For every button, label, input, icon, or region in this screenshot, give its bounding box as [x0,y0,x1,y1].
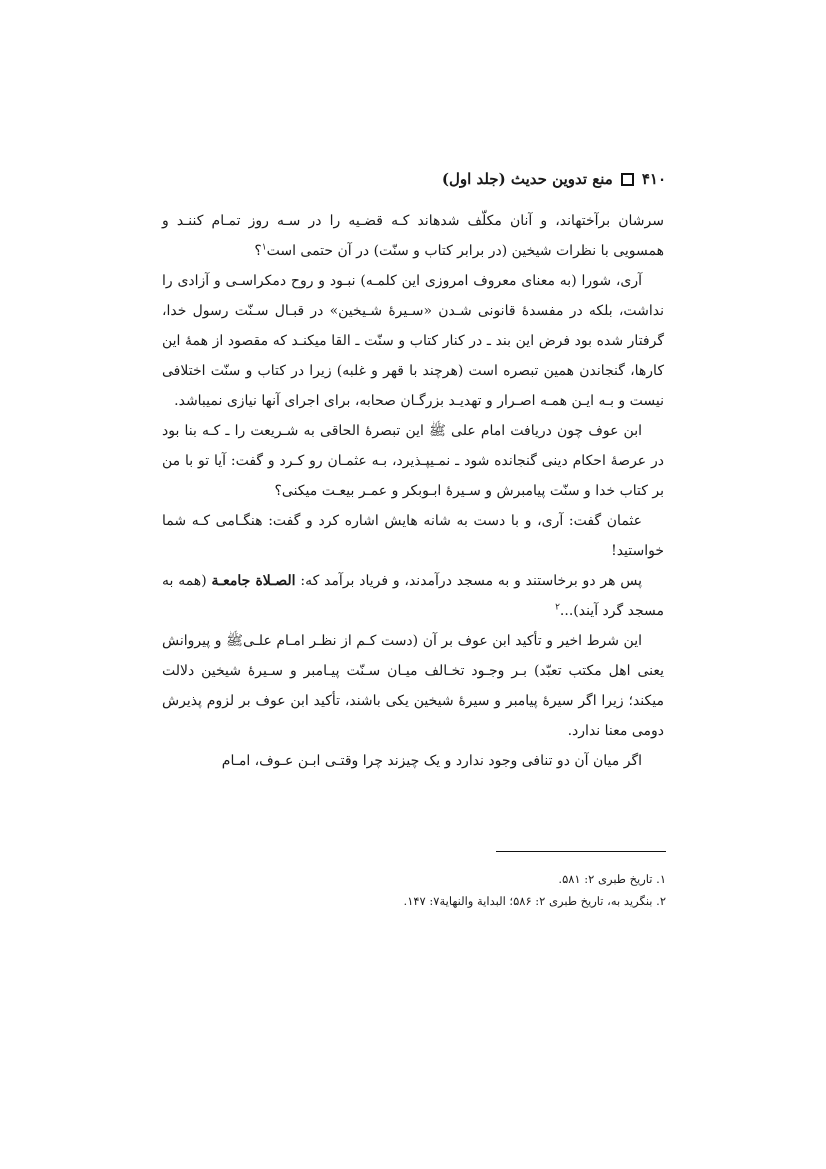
paragraph-5-text-a: پس هر دو برخاستند و به مسجد درآمدند، و فریاد برآمد که: [300,573,643,589]
body-text [162,206,664,776]
paragraph-3: ابن عوف چون دریافت امام علی ﷺ این تبصرهٔ الحاقی به شـریعت را ـ کـه بنا بود در عرصهٔ احکام دینی گنجانده شود ـ نمـیپـذیرد، بـه عثمـان رو کـرد و گفت: آیا تو با من بر کتاب خدا و سنّت پیامبرش و سـیرهٔ ابـوبکر و عمـر بیعـت میکنی؟ [162,423,664,499]
page-header [442,170,666,188]
paragraph-1 [162,206,664,266]
paragraph-7: اگر میان آن دو تنافی وجود ندارد و یک چیزند چرا وقتـی ابـن عـوف، امـام [221,753,642,769]
paragraph-5 [162,566,664,626]
page-number: ۴۱۰ [641,170,666,188]
paragraph-1-text: سرشان برآختهاند، و آنان مکلّف شدهاند کـه قضـیه را در سـه روز تمـام کننـد و همسویی با نظرات شیخین (در برابر کتاب و سنّت) در آن حتمی است [162,213,664,259]
footnotes [164,868,666,912]
footnote-2: ۲. بنگرید به، تاریخ طبری ۲: ۵۸۶؛ البدایة والنهایة۷: ۱۴۷. [403,894,666,908]
paragraph-5-text-b: (همه به مسجد گرد آیند)... [162,573,664,619]
footnote-1: ۱. تاریخ طبری ۲: ۵۸۱. [558,872,666,886]
paragraph-2: آری، شورا (به معنای معروف امروزی این کلمـه) نبـود و روح دمکراسـی و آزادی را نداشت، بلکه در مفسدهٔ قانونی شـدن «سـیرهٔ شـیخین» در قبـال سـنّت رسول خدا، گرفتار شده بود فرض این بند ـ در کنار کتاب و سنّت ـ القا میکنـد که مقصود از همهٔ این کارها، گنجاندن همین تبصره است (هرچند با قهر و غلبه) زیرا در کتاب و سنّت اختلافی نیست و بـه ایـن همـه اصـرار و تهدیـد بزرگـان صحابه، برای اجرای آنها نیازی نمیباشد. [162,273,664,409]
paragraph-6: این شرط اخیر و تأکید ابن عوف بر آن (دست کـم از نظـر امـام علـیﷺ و پیروانش یعنی اهل مکتب تعبّد) بـر وجـود تخـالف میـان سـنّت پیـامبر و سـیرهٔ شیخین دلالت میکند؛ زیرا اگر سیرهٔ پیامبر و سیرهٔ شیخین یکی باشند، تأکید ابن عوف بر لزوم پذیرش دومی معنا ندارد. [162,633,664,739]
paragraph-1-end: ؟ [254,243,262,259]
footnote-ref-1: ۱ [261,242,267,253]
paragraph-5-bold: الصـلاة جامعـة [211,573,296,589]
footnote-divider [496,851,666,852]
book-title: منع تدوین حدیث (جلد اول) [441,170,613,188]
footnote-ref-2: ۲ [555,602,560,613]
square-icon [621,173,634,186]
paragraph-4: عثمان گفت: آری، و با دست به شانه هایش اشاره کرد و گفت: هنگـامی کـه شما خواستید! [162,513,664,559]
